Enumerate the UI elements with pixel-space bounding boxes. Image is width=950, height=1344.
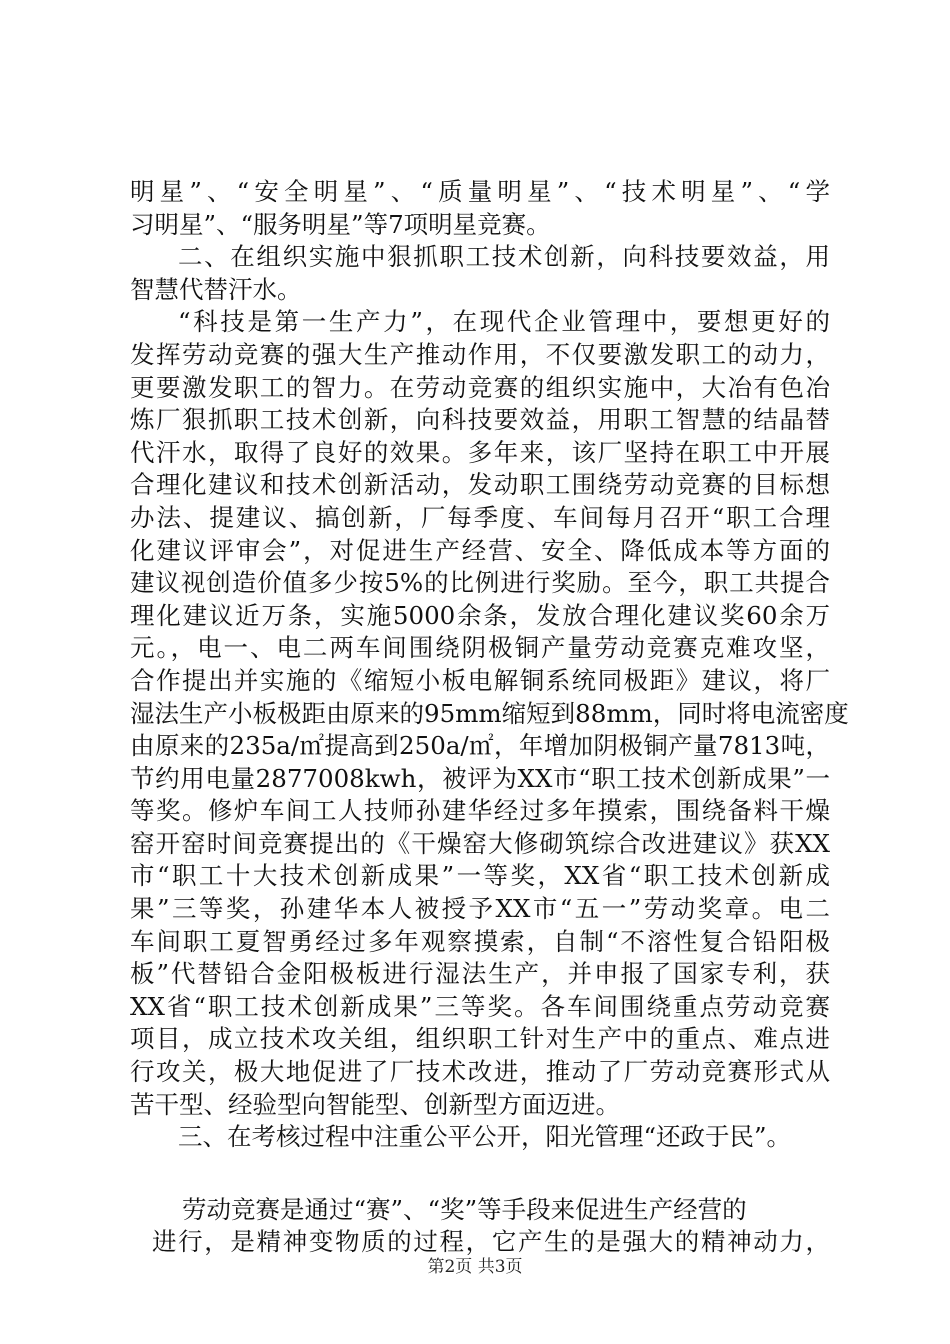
text-line: 湿法生产小板极距由原来的95mm缩短到88mm，同时将电流密度 [130, 698, 849, 728]
text-line: 市“职工十大技术创新成果”一等奖，XX省“职工技术创新成 [130, 861, 830, 891]
text-line: 苦干型、经验型向智能型、创新型方面迈进。 [130, 1089, 620, 1119]
section-heading-line: 二、在组织实施中狠抓职工技术创新，向科技要效益，用 [178, 242, 830, 272]
text-line: XX省“职工技术创新成果”三等奖。各车间围绕重点劳动竞赛 [130, 991, 830, 1021]
section-heading-line: 智慧代替汗水。 [130, 274, 302, 304]
text-line: 由原来的235a/㎡提高到250a/㎡，年增加阴极铜产量7813吨， [130, 731, 830, 761]
text-line: 办法、提建议、搞创新，厂每季度、车间每月召开“职工合理 [130, 502, 830, 532]
text-line: 发挥劳动竞赛的强大生产推动作用，不仅要激发职工的动力， [130, 339, 830, 369]
section-heading-line: 三、在考核过程中注重公平公开，阳光管理“还政于民”。 [178, 1122, 792, 1152]
text-line: 合作提出并实施的《缩短小板电解铜系统同极距》建议，将厂 [130, 665, 830, 695]
text-line: 更要激发职工的智力。在劳动竞赛的组织实施中，大冶有色冶 [130, 372, 830, 402]
text-line: 果”三等奖，孙建华本人被授予XX市“五一”劳动奖章。电二 [130, 894, 830, 924]
text-line: 等奖。修炉车间工人技师孙建华经过多年摸索，围绕备料干燥 [130, 796, 830, 826]
text-line: 进行，是精神变物质的过程，它产生的是强大的精神动力， [152, 1227, 830, 1257]
text-line: 建议视创造价值多少按5%的比例进行奖励。至今，职工共提合 [130, 568, 830, 598]
text-line: 劳动竞赛是通过“赛”、“奖”等手段来促进生产经营的 [182, 1194, 747, 1224]
text-line: 项目，成立技术攻关组，组织职工针对生产中的重点、难点进 [130, 1024, 830, 1054]
text-line: 行攻关，极大地促进了厂技术改进，推动了厂劳动竞赛形式从 [130, 1057, 830, 1087]
text-line: 明星”、“安全明星”、“质量明星”、“技术明星”、“学 [130, 177, 830, 206]
body-text [130, 176, 849, 1259]
text-line: 窑开窑时间竞赛提出的《干燥窑大修砌筑综合改进建议》获XX [130, 828, 830, 858]
text-line: 节约用电量2877008kwh，被评为XX市“职工技术创新成果”一 [130, 763, 830, 793]
text-line: 炼厂狠抓职工技术创新，向科技要效益，用职工智慧的结晶替 [130, 405, 830, 435]
text-line: 代汗水，取得了良好的效果。多年来，该厂坚持在职工中开展 [130, 437, 830, 467]
text-line: 板”代替铅合金阳极板进行湿法生产，并申报了国家专利，获 [130, 959, 830, 989]
text-line: 合理化建议和技术创新活动，发动职工围绕劳动竞赛的目标想 [130, 470, 830, 500]
text-line: “科技是第一生产力”，在现代企业管理中，要想更好的 [178, 307, 830, 337]
text-line: 理化建议近万条，实施5000余条，发放合理化建议奖60余万 [130, 600, 830, 630]
text-line: 化建议评审会”，对促进生产经营、安全、降低成本等方面的 [130, 535, 830, 565]
page-number: 第2页 共3页 [427, 1257, 523, 1277]
text-line: 习明星”、“服务明星”等7项明星竞赛。 [130, 209, 551, 239]
text-line: 车间职工夏智勇经过多年观察摸索，自制“不溶性复合铅阳极 [130, 926, 830, 956]
text-line: 元。，电一、电二两车间围绕阴极铜产量劳动竞赛克难攻坚， [130, 633, 830, 663]
